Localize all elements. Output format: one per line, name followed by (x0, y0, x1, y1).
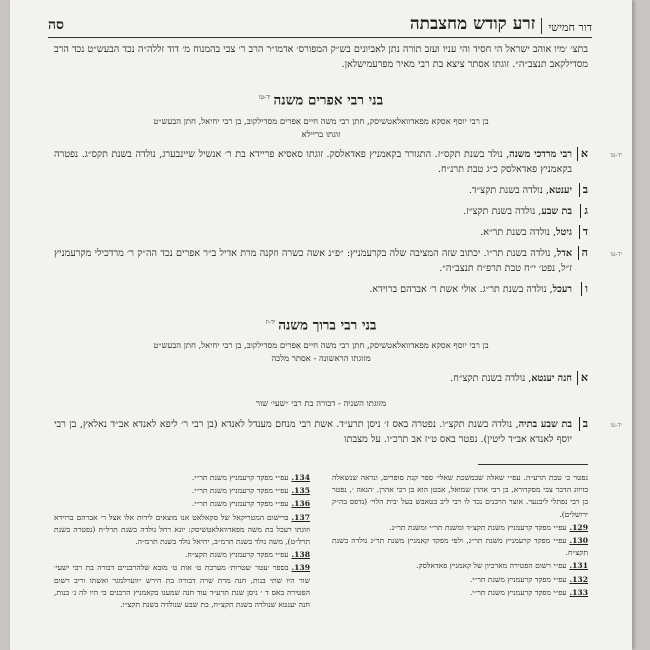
child-name: חנה יענטא (531, 373, 572, 384)
section-ref: יד-יז (265, 318, 276, 326)
book-page (10, 0, 632, 650)
section-lineage: בן רבי יוסף אסקא מפאדוואלאטשיסק, חתן רבי משה חיים אפרים מסדילקוב, בן רבי יחיאל, חתן הבעש״ט (153, 340, 489, 350)
footnotes-column-right (332, 472, 588, 600)
footnote-text: עפ״י רשום הפטירה מארכיון של קאמניץ פאדאלסק. (416, 561, 567, 571)
footnote-number: 134. (291, 473, 310, 482)
footnote (332, 574, 588, 586)
footnote (332, 535, 588, 559)
child-details: , נולדה בשנת תקצ״ד. (468, 184, 549, 196)
footnote-text: עפ״י מפקד קרעמניץ משנת תר״י. (191, 486, 289, 496)
footnote-text: עפ״י מפקד קרעמניץ משנת תר״י. (191, 473, 289, 482)
child-name: יענטא (548, 184, 572, 196)
margin-ref: יד-טו (610, 422, 622, 429)
margin-ref: יד-טו (610, 250, 622, 258)
footnote (54, 549, 310, 561)
children-list (54, 146, 622, 297)
child-entry (54, 371, 588, 386)
footnote-number: 131. (569, 561, 588, 571)
child-details: , נולדה בשנת תקצ״ז. (463, 205, 542, 217)
child-entry (54, 282, 588, 297)
entry-letter: א (577, 147, 588, 161)
header-divider (541, 18, 542, 34)
footnote (332, 560, 588, 572)
footnote (332, 522, 588, 534)
footnote (54, 562, 310, 611)
second-wife-line: מזוגתו השניה - דבורה בת רבי ״שעי׳ שור (255, 398, 387, 408)
footnote-number: 137. (291, 512, 310, 522)
footnote-text: עפ״י מפקד קרעמניץ משנת תר״ג, ולפי מפקד קאמניץ משנת תר״ג נולדה בשנת תקצ״ח. (332, 536, 588, 558)
footnotes-column-left (54, 472, 310, 612)
entry-letter: א (577, 371, 588, 385)
footnote-number: 129. (569, 522, 588, 532)
child-name: גיטל (556, 226, 572, 238)
child-entry (54, 146, 622, 177)
children-list (54, 371, 588, 386)
child-details: , נולדה בשנת תר״א. (480, 226, 557, 238)
main-text (54, 42, 622, 447)
footnote-number: 133. (569, 587, 588, 597)
section-spouse: זוגתו בריילא (301, 128, 341, 139)
child-name: בת שבע (541, 205, 572, 217)
footnote-text: נפטר כ׳ טבת תרע״ה. עפ״י שאלה שבמשכת שאלי׳ ספר קנת סופרים, ונראה שנשאלה בזיווג הדבר צבי מסקדורא, בן רבי אהרן שמואל, אבטן הוא בן רבי אהרן. ׳הגאה ׳, נפטר בן רבי נפתלי ליבנער. אוצר הרבנים נכד לו רבי ליב בטאבש בעל ׳בית הלוי׳ (נדפס בה״ק ירושלים). (332, 473, 588, 519)
margin-ref: יד-טו (610, 151, 622, 159)
child-entry (54, 245, 622, 276)
footnote (54, 498, 310, 510)
section-title-text: בני רבי אפרים משנה (273, 92, 384, 109)
footnote (332, 587, 588, 599)
section-ref: יד-טו (258, 94, 271, 101)
child-name: בת שבע בתיה (518, 419, 573, 430)
footnote-number: 130. (569, 536, 588, 546)
section-title-text: בני רבי ברוך משנה (278, 317, 377, 333)
footnote-number: 138. (291, 550, 310, 560)
entry-letter: ה (578, 246, 588, 260)
child-details: , נולדה בשנת תר״ו. יכתוב שזה המציבה שלה בקרעמניץ: ״פ״נ אשה כשרה וזקנה מרת אדיל ב״ר אפרים נכד הה״ק ר׳ מרדכילי מקרעמניץ ז״ל, נפט׳ י״ח טבת תרפ״ח תנצב״ה״. (54, 247, 572, 274)
footnote (332, 472, 588, 521)
child-entry (54, 417, 622, 447)
running-title: זרע קודש מחצבתה (409, 14, 536, 34)
child-entry (54, 183, 588, 198)
entry-letter: ד (579, 225, 588, 239)
child-name: אדל (556, 247, 572, 259)
section-lineage: בן רבי יוסף אסקא מפאדוואלאטשיסק, חתן רבי משה חיים אפרים מסדילקוב, בן רבי יחיאל, חתן הבעש״ט (153, 115, 489, 126)
footnote-number: 135. (291, 486, 310, 496)
entry-letter: ב (579, 183, 588, 197)
child-entry (54, 225, 588, 240)
footnote-text: בספר ׳עטר ׳עטרות׳ מערכת ט׳ אות ט׳ מובא שלהרבניים דבורה בת רבי ישעי׳ שור היו שתי בנות, חנה מרת שרה דבורה בת הירש ״ווערלמגר ואשתו וריב רשום הפטירה באס ד ׳ ניסן שנת תרע״ד עוד חנה שמענו בקאמניץ הרבנים כי היו לה ג׳ בנות, חנה יענטא שנולדה בשנת תקצ״ח, בת שבע שנולדה בשנת תקצ״ו. (54, 563, 310, 610)
footnote (54, 472, 310, 484)
entry-letter: ו (581, 282, 588, 296)
section-title (54, 315, 588, 334)
generation-label: דור חמישי (548, 21, 592, 34)
footnote-text: עפ״י מפקד קרעמניץ משנת תקצ״ד ומשנת תר״י ומשנת תר״ג. (389, 522, 567, 532)
child-name: רבי מרדכי משנה (509, 148, 572, 160)
section-title (54, 90, 588, 109)
child-details: , נולדה בשנת תקצ״ח. (450, 373, 532, 384)
footnote (54, 512, 310, 549)
child-entry (54, 204, 588, 219)
entry-letter: ג (580, 204, 588, 218)
footnote (54, 485, 310, 497)
footnote-text: עפ״י מפקד קרעמניץ משנת תר״י. (191, 499, 289, 509)
footnote-number: 132. (569, 574, 588, 584)
children-list (54, 417, 622, 447)
entry-letter: ב (579, 417, 588, 431)
section-spouse: מזוגתו הראשונה - אסתר מלכה (271, 353, 371, 363)
footnote-text: ברישום המטריקאל של סקאלאט אנו מוצאים לידות אלו אצל ר׳ אברהם ברוידא וזוגתו רעכל בת משה מפאדוואלאטשיסק: יונא רחל נולדה בשנת תרל״ח (נפטרה בשנת תרל״ט), משה נולד בשנת תרמ״ב, יחיאל נולד בשנת תרמ״ה. (54, 512, 310, 547)
footnote-number: 136. (291, 499, 310, 509)
intro-paragraph: בתצ׳ ׳מיו אוהב ישראל הי חסיד והי עניו ועזב תורה נתן לאביונים בש״ק המפורס׳ אדמו״ר הרב ר׳ צבי בהמנוח מ׳ דוד זללה״ה נכד הבעש״ט נכד הרב מסדילקאב תנצב״ה״. זוגתו אסתר ציצא בת רבי מאיר מפרעמישלאן. (54, 44, 588, 70)
child-details: , נולדה בשנת תר״ג. אולי אשת ר׳ אברהם ברוידא. (369, 283, 553, 295)
footnote-text: עפ״י מפקד קרעמניץ משנת תר״י. (469, 587, 567, 597)
footnote-text: עפ״י מפקד קרעמניץ משנת תר״י. (469, 574, 567, 584)
child-name: רעכל (552, 283, 572, 295)
footnote-text: עפ״י מפקד קרעמניץ משנת תקצ״ח. (185, 550, 289, 560)
child-details: , נולד בשנת תקס״ז. התגורר בקאמניץ פאדאלסק. זוגתו סאסיא פריידא בת ר׳ אנשיל שיינבערג, נולדה בשנת תקס״ג. נפטרה בקאמניץ פאדאלסק כ״ג טבת תרנ״ח. (54, 148, 572, 175)
page-number: סה (48, 17, 65, 33)
footnote-number: 139. (291, 563, 310, 573)
page-header (48, 8, 592, 38)
child-details: , נולדה בשנת תקצ״ו. נפטרה באס ז׳ ניסן תרע״ד. אשת רבי מנחם מענדל לאנדא (בן רבי ר׳ ליפא לאנדא אב״ד נאלאץ, בן רבי יוסף לאנדא אב״ד ליטין). נפטר באס ט״ז אב תרכ״ו. על מצבתו (54, 419, 572, 445)
